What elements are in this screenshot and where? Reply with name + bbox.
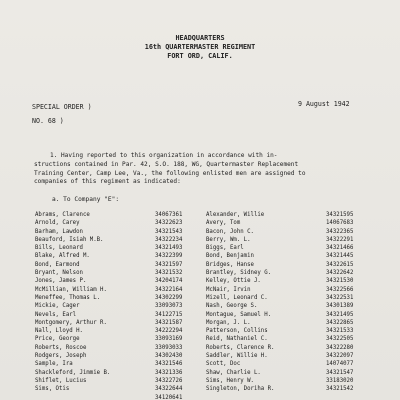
serial-number: 33093169 (155, 336, 183, 343)
serial-number: 34301389 (326, 303, 354, 310)
roster-row (206, 286, 371, 294)
serial-number: 34322505 (326, 336, 354, 343)
soldier-name: Saddler, Willie H. (206, 353, 268, 360)
soldier-name: Bryant, Nelson (35, 270, 83, 277)
roster-row (206, 294, 371, 302)
paragraph-line: Training Center, Camp Lee, Va., the following enlisted men are assigned to (34, 169, 306, 177)
roster-row (206, 352, 371, 360)
roster-row (35, 352, 200, 360)
roster-row (35, 277, 200, 285)
paragraph-line: structions contained in Par. 42, S.O. 188, WG, Quartermaster Replacement (34, 160, 299, 168)
serial-number: 34322623 (155, 220, 183, 227)
roster-row (35, 394, 200, 400)
serial-number: 34322164 (155, 286, 183, 293)
soldier-name: Roberts, Clarence R. (206, 344, 275, 351)
header-line-2: 16th QUARTERMASTER REGIMENT (144, 43, 256, 51)
serial-number: 34322642 (326, 270, 354, 277)
soldier-name: Patterson, Collins (206, 328, 268, 335)
serial-number: 34322280 (326, 344, 354, 351)
serial-number: 34322399 (155, 253, 183, 260)
roster-row (206, 377, 371, 385)
order-paragraph (34, 152, 364, 187)
roster-row (206, 219, 371, 227)
roster-row (35, 360, 200, 368)
roster-row (206, 360, 371, 368)
roster-row (206, 228, 371, 236)
soldier-name: Bacon, John C. (206, 228, 254, 235)
serial-number: 34322365 (326, 228, 354, 235)
serial-number: 34321533 (326, 328, 354, 335)
serial-number: 34321530 (326, 278, 354, 285)
soldier-name: Reid, Nathaniel C. (206, 336, 268, 343)
serial-number: 33183020 (326, 377, 354, 384)
soldier-name: Montague, Samuel H. (206, 311, 272, 318)
serial-number: 34067361 (155, 212, 183, 218)
roster-row (206, 319, 371, 327)
roster-row (206, 252, 371, 260)
soldier-name: Morgan, J. L. (206, 319, 251, 326)
soldier-name: Meneffee, Thomas L. (35, 294, 101, 301)
roster-row (35, 228, 200, 236)
soldier-name: Biggs, Earl (206, 245, 244, 252)
roster-row (206, 335, 371, 343)
serial-number: 34222294 (155, 328, 183, 335)
soldier-name: Montgomery, Arthur R. (35, 319, 107, 326)
soldier-name: Bond, Earmond (35, 261, 80, 268)
roster-row (35, 369, 200, 377)
roster-row (206, 327, 371, 335)
soldier-name: Roberts, Roscoe (35, 344, 87, 351)
roster-row (206, 269, 371, 277)
serial-number: 34322566 (326, 286, 354, 293)
soldier-name: Price, George (35, 336, 80, 343)
soldier-name: Kelley, Ottie J. (206, 278, 261, 285)
roster-row (206, 311, 371, 319)
soldier-name: Sims, Otis (35, 386, 70, 393)
soldier-name: Blake, Alfred M. (35, 253, 90, 260)
paragraph-line: 1. Having reported to this organization in accordance with in- (50, 152, 278, 159)
serial-number: 14067683 (326, 220, 354, 227)
serial-number: 34322234 (155, 236, 183, 243)
serial-number: 14074077 (326, 361, 354, 368)
serial-number: 34321595 (326, 212, 354, 218)
roster-row (35, 219, 200, 227)
serial-number: 34321542 (326, 386, 354, 393)
roster-row (35, 294, 200, 302)
soldier-name: McMillian, William H. (35, 286, 107, 293)
serial-number: 34321546 (155, 361, 183, 368)
roster-row (35, 244, 200, 252)
document-header (0, 34, 400, 61)
roster-row (206, 385, 371, 393)
soldier-name: Nall, Lloyd H. (35, 328, 83, 335)
soldier-name: Jones, James P. (35, 278, 87, 285)
soldier-name: Bond, Benjamin (206, 253, 254, 260)
serial-number: 33093033 (155, 344, 183, 351)
paragraph-line: companies of this regiment as indicated: (34, 178, 181, 186)
serial-number: 34120641 (155, 394, 183, 400)
serial-number: 34322726 (155, 377, 183, 384)
soldier-name: Rodgers, Joseph (35, 353, 87, 360)
roster-row (35, 236, 200, 244)
roster-row (35, 319, 200, 327)
serial-number: 34302430 (155, 353, 183, 360)
soldier-name: Scott, Doc (206, 361, 241, 368)
soldier-name: Bridges, Hanse (206, 261, 254, 268)
header-line-3: FORT ORD, CALIF. (167, 52, 233, 60)
serial-number: 34321445 (326, 253, 354, 260)
soldier-name: Brantley, Sidney G. (206, 270, 272, 277)
roster-right-column (206, 211, 371, 394)
serial-number: 34321587 (155, 319, 183, 326)
roster-row (35, 211, 200, 219)
soldier-name: Beauford, Isiah M.B. (35, 236, 104, 243)
special-order-label: SPECIAL ORDER ) (32, 103, 92, 111)
roster-row (35, 269, 200, 277)
soldier-name: Singleton, Doriha R. (206, 386, 275, 393)
serial-number: 34321466 (326, 245, 354, 252)
serial-number: 34321336 (155, 369, 183, 376)
soldier-name: Sample, Ira (35, 361, 73, 368)
roster-row (35, 377, 200, 385)
roster-row (35, 344, 200, 352)
order-number: NO. 68 ) (32, 117, 64, 125)
serial-number: 34321597 (155, 261, 183, 268)
soldier-name: Nash, George S. (206, 303, 258, 310)
soldier-name: Arnold, Carey (35, 220, 80, 227)
soldier-name: Alexander, Willie (206, 212, 265, 218)
soldier-name: Sims, Henry W. (206, 377, 254, 384)
roster-row (206, 344, 371, 352)
roster-row (35, 252, 200, 260)
roster-row (206, 302, 371, 310)
roster-left-column (35, 211, 200, 400)
soldier-name: Barham, Lawdon (35, 228, 83, 235)
soldier-name: Shackleford, Jimmie B. (35, 369, 111, 376)
roster-row (206, 277, 371, 285)
soldier-name: Shiflet, Lucius (35, 377, 87, 384)
roster-row (35, 311, 200, 319)
serial-number: 34321543 (155, 228, 183, 235)
soldier-name: Berry, Wm. L. (206, 236, 251, 243)
serial-number: 34322097 (326, 353, 354, 360)
roster-row (35, 261, 200, 269)
serial-number: 34322865 (326, 319, 354, 326)
soldier-name: Bills, Leonard (35, 245, 83, 252)
soldier-name: Abrams, Clarence (35, 212, 90, 218)
soldier-name: Shaw, Charlie L. (206, 369, 261, 376)
serial-number: 34122715 (155, 311, 183, 318)
serial-number: 34302299 (155, 294, 183, 301)
roster-row (35, 286, 200, 294)
soldier-name: Mickie, Cager (35, 303, 80, 310)
serial-number: 34204174 (155, 278, 183, 285)
roster-row (35, 302, 200, 310)
roster-row (35, 335, 200, 343)
serial-number: 34321495 (326, 311, 354, 318)
soldier-name: Avery, Tom (206, 220, 241, 227)
roster-row (35, 327, 200, 335)
company-subheading: a. To Company "E": (52, 196, 120, 203)
order-block (32, 100, 92, 128)
serial-number: 34321547 (326, 369, 354, 376)
soldier-name (35, 394, 155, 400)
serial-number: 34321532 (155, 270, 183, 277)
serial-number: 33093073 (155, 303, 183, 310)
roster-row (206, 261, 371, 269)
soldier-name: Nevels, Earl (35, 311, 77, 318)
soldier-name: McNair, Irvin (206, 286, 251, 293)
roster-row (206, 244, 371, 252)
roster-row (206, 211, 371, 219)
roster-row (35, 385, 200, 393)
roster-row (206, 236, 371, 244)
serial-number: 34322291 (326, 236, 354, 243)
soldier-name: Mizell, Leonard C. (206, 294, 268, 301)
serial-number: 34322644 (155, 386, 183, 393)
serial-number: 34322531 (326, 294, 354, 301)
serial-number: 34322615 (326, 261, 354, 268)
order-date: 9 August 1942 (298, 100, 350, 108)
header-line-1: HEADQUARTERS (175, 34, 225, 42)
serial-number: 34321493 (155, 245, 183, 252)
roster-row (206, 369, 371, 377)
